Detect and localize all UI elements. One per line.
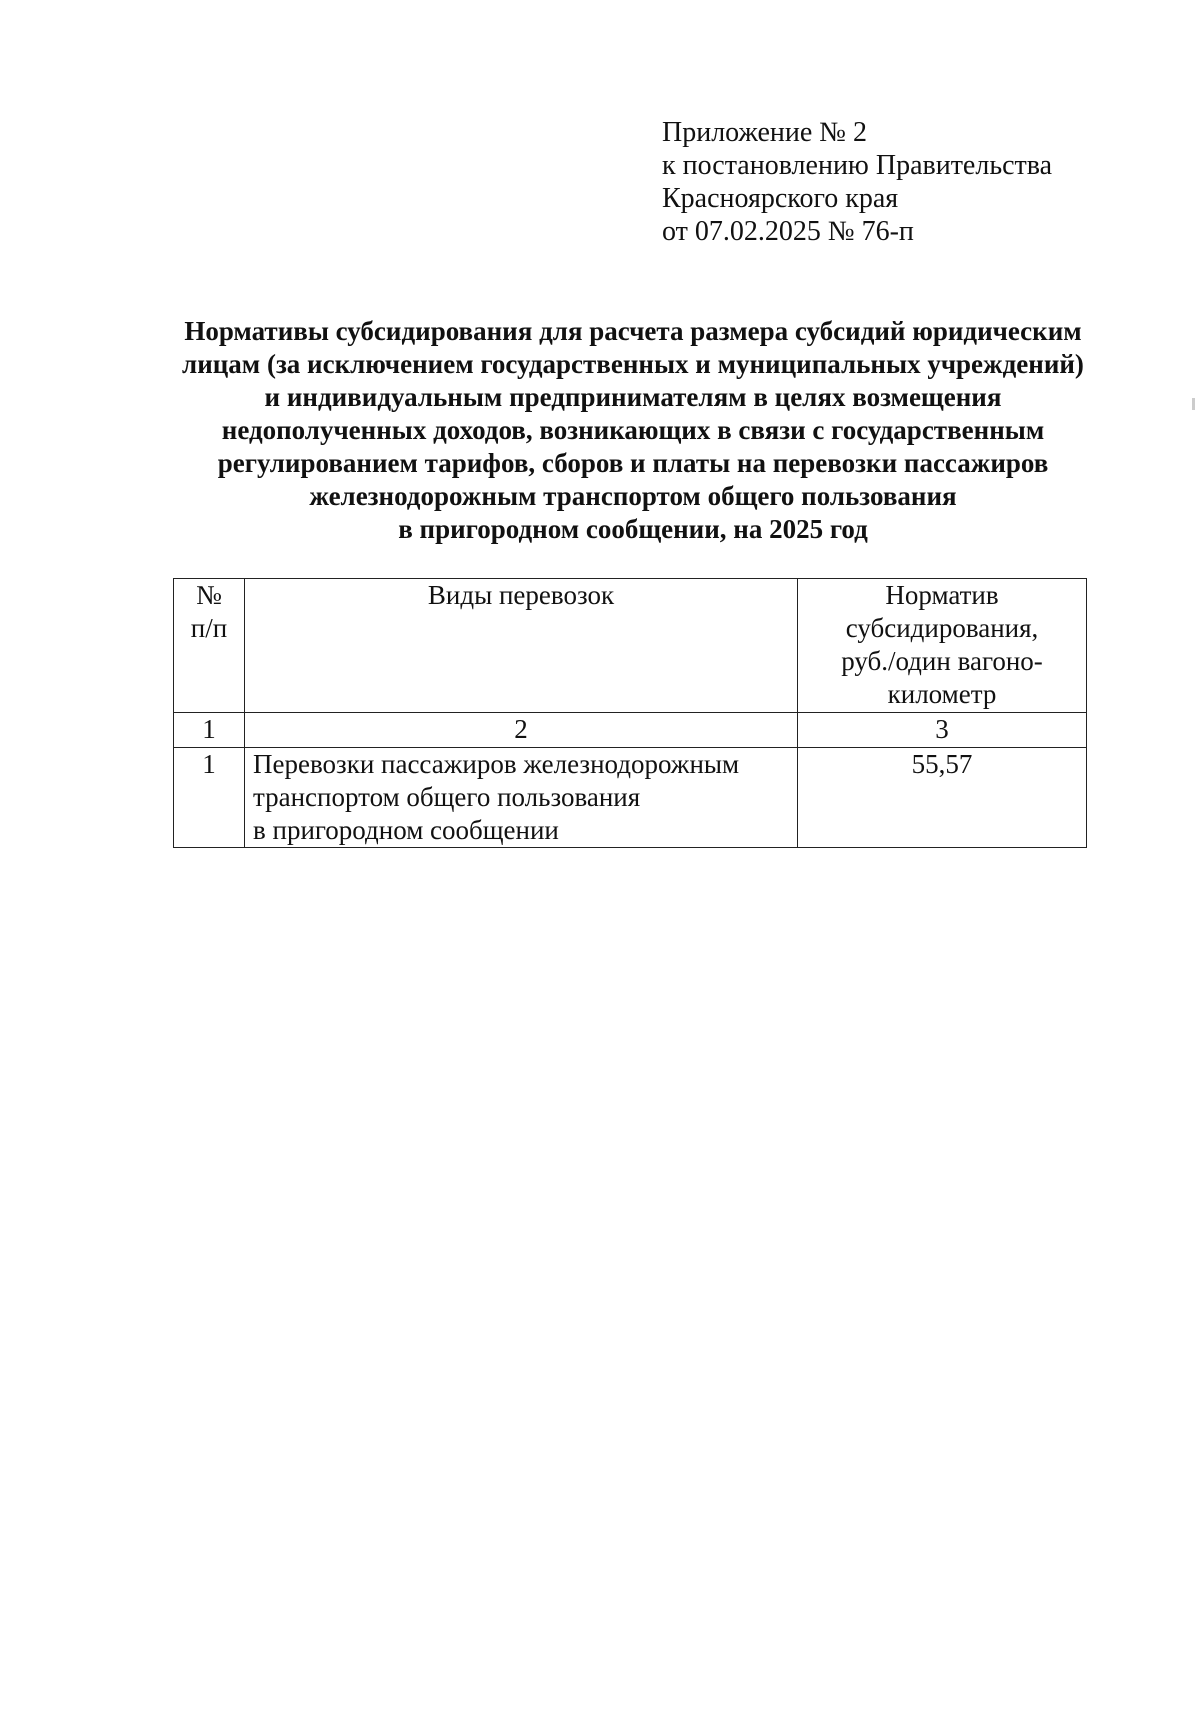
- table-row: [174, 748, 1087, 848]
- numbering-cell: 3: [798, 713, 1087, 748]
- appendix-region: Красноярского края: [662, 183, 899, 214]
- document-title: [120, 315, 1146, 546]
- header-index-cell: № п/п: [174, 579, 245, 713]
- row-type-cell: Перевозки пассажиров железнодорожным транспортом общего пользования в пригородном сообщении: [245, 748, 798, 848]
- row-index-cell: 1: [174, 748, 245, 848]
- header-norm-cell: Норматив субсидирования, руб./один вагоно- километр: [798, 579, 1087, 713]
- appendix-date-number: от 07.02.2025 № 76-п: [662, 216, 914, 247]
- appendix-resolution-ref: к постановлению Правительства: [662, 150, 1053, 181]
- table-numbering-row: [174, 713, 1087, 748]
- table-header-row: [174, 579, 1087, 713]
- title-line: лицам (за исключением государственных и муниципальных учреждений): [182, 349, 1084, 379]
- title-line: железнодорожным транспортом общего пользования: [309, 481, 957, 511]
- scan-artifact: [1192, 398, 1195, 410]
- numbering-cell: 1: [174, 713, 245, 748]
- norms-table: [173, 578, 1087, 848]
- row-norm-value-cell: 55,57: [798, 748, 1087, 848]
- appendix-block: [662, 116, 1052, 248]
- title-line: в пригородном сообщении, на 2025 год: [398, 514, 868, 544]
- title-line: Нормативы субсидирования для расчета размера субсидий юридическим: [184, 316, 1082, 346]
- header-type-cell: Виды перевозок: [245, 579, 798, 713]
- title-line: и индивидуальным предпринимателям в целях возмещения: [264, 382, 1002, 412]
- title-line: регулированием тарифов, сборов и платы на перевозки пассажиров: [217, 448, 1049, 478]
- title-line: недополученных доходов, возникающих в связи с государственным: [221, 415, 1045, 445]
- appendix-number: Приложение № 2: [662, 117, 867, 148]
- numbering-cell: 2: [245, 713, 798, 748]
